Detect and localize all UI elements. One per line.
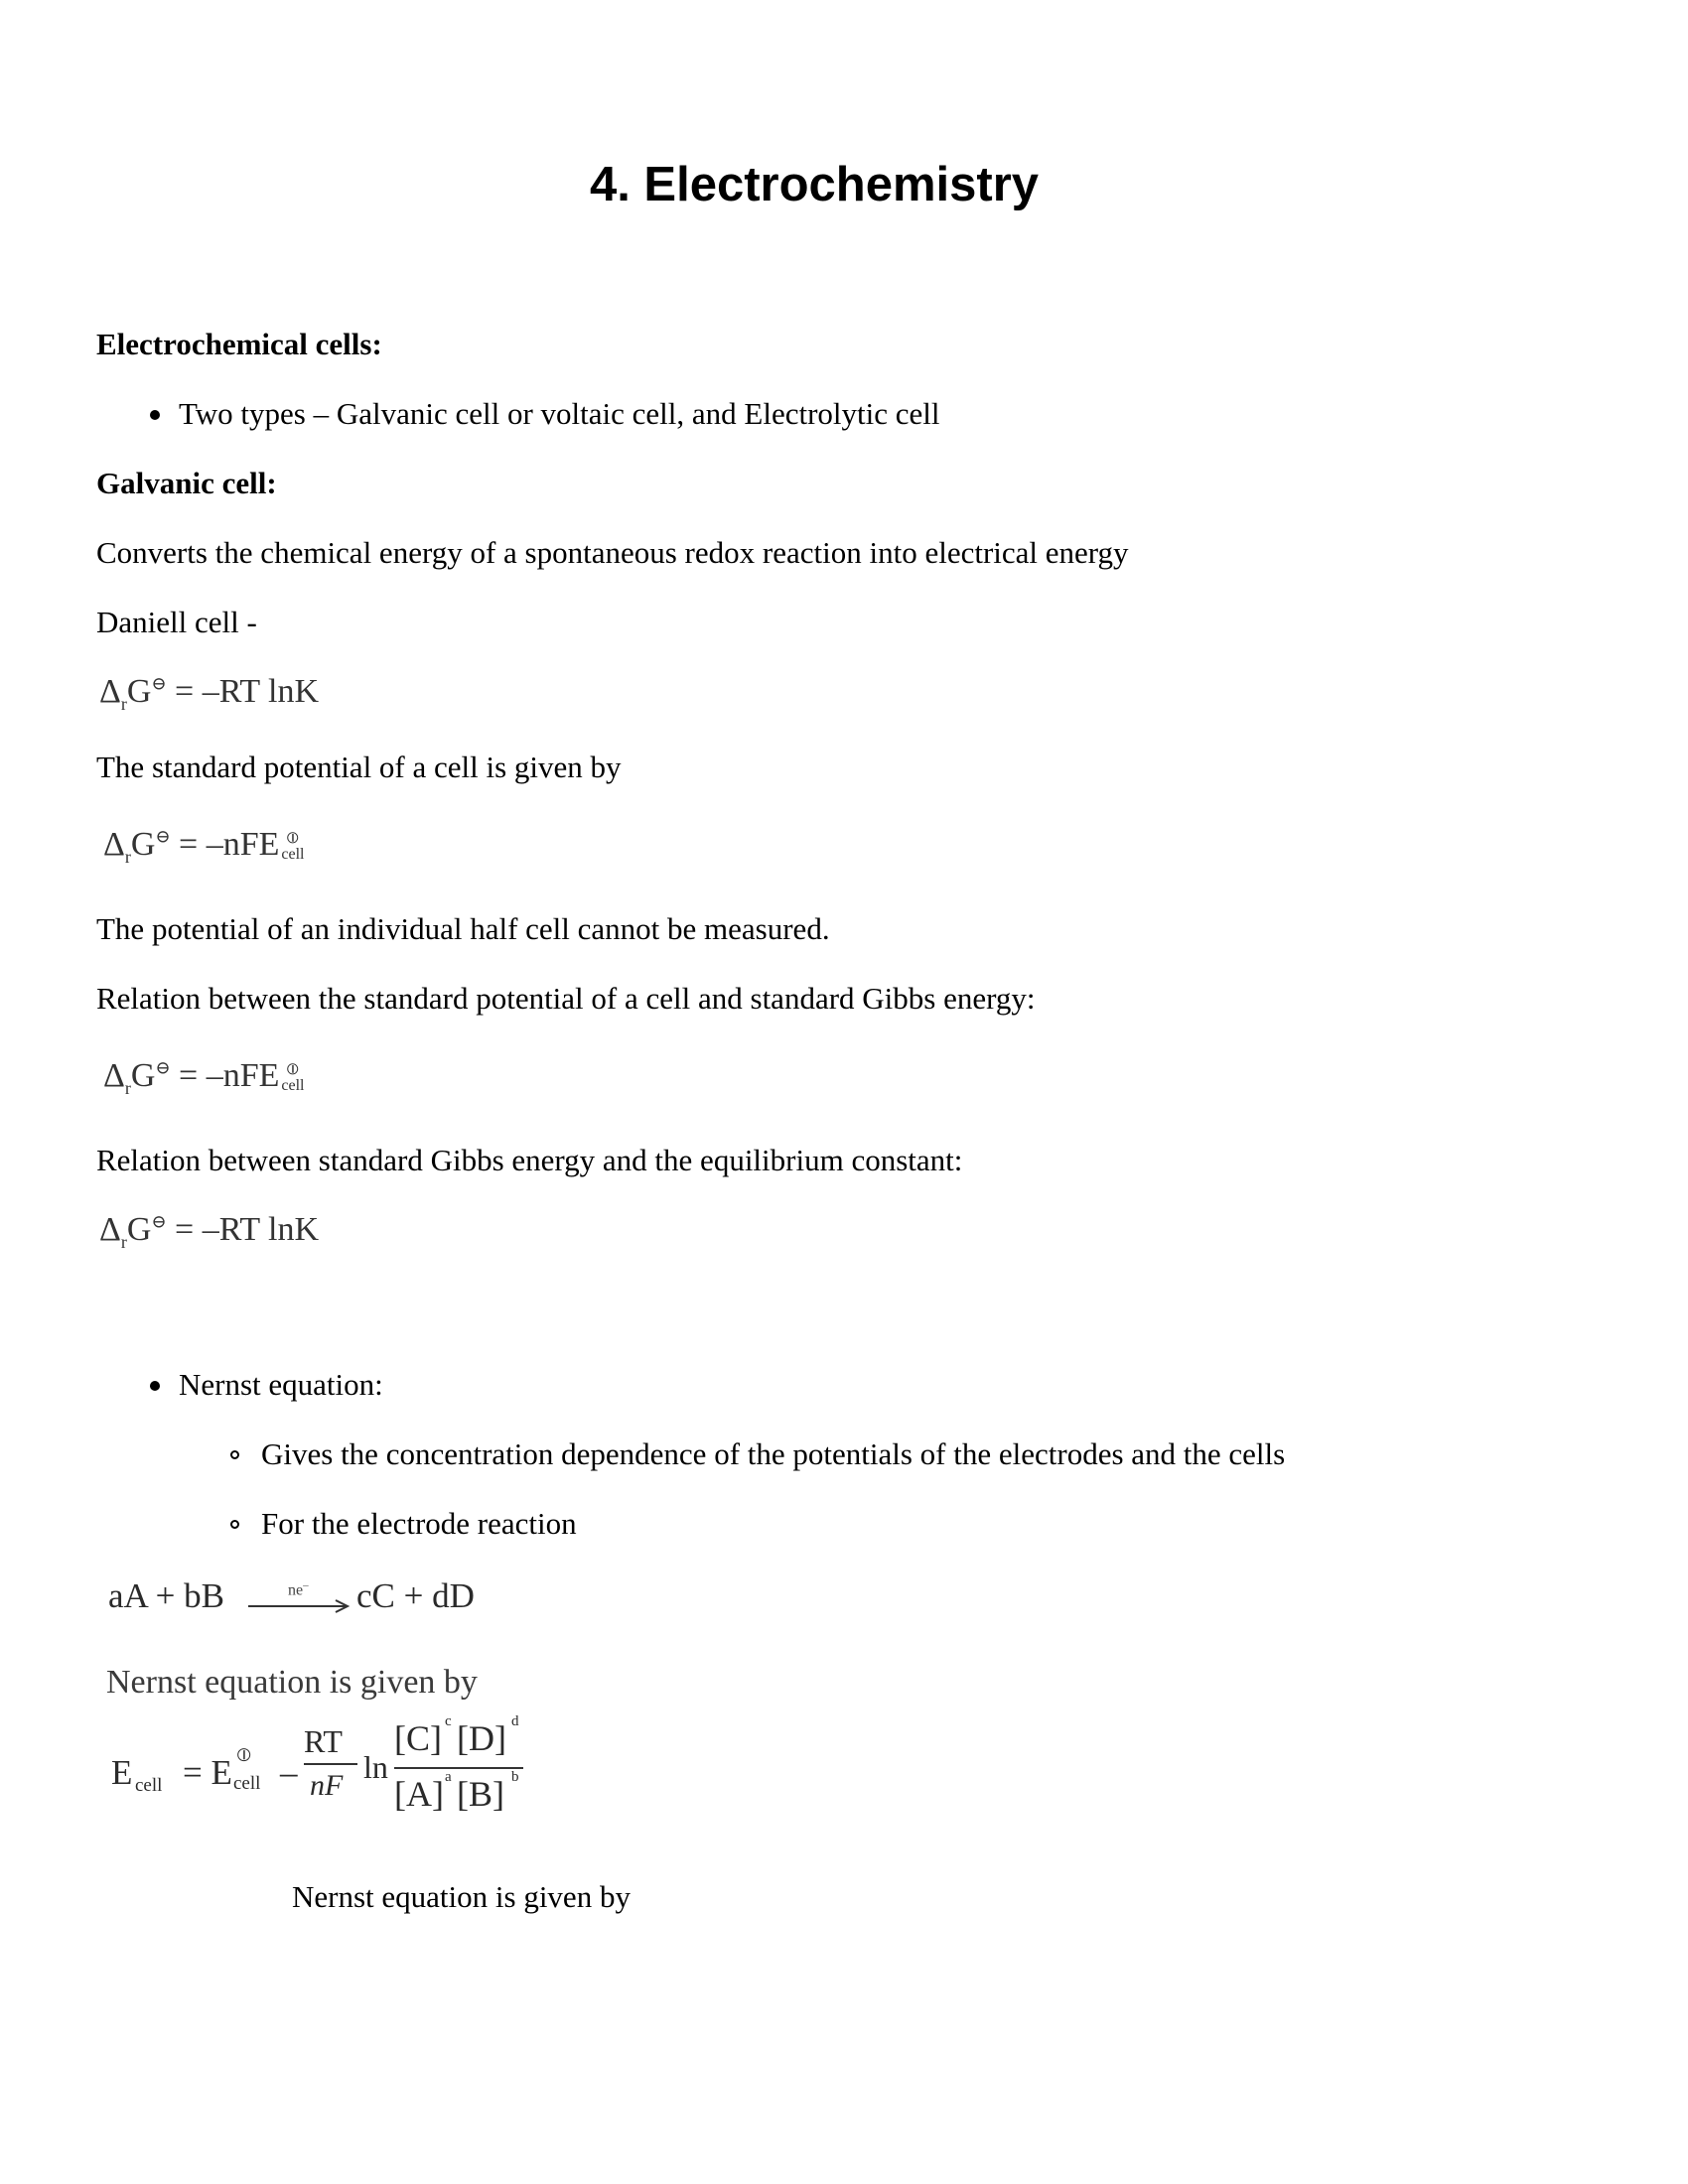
heading-electrochemical-cells: Electrochemical cells: (96, 327, 382, 361)
nernst-given-by-text: Nernst equation is given by (106, 1664, 478, 1701)
sub-bullet-electrode-reaction: For the electrode reaction (261, 1506, 577, 1541)
bullet-icon (150, 410, 160, 420)
equation-gibbs-lnk-1: $\Delta_rG^⊖ = -RT$ lnK (99, 673, 319, 714)
heading-galvanic-cell: Galvanic cell: (96, 466, 277, 500)
reaction-reactants: aA + bB (108, 1576, 224, 1615)
nernst-given-by-bottom: Nernst equation is given by (292, 1879, 631, 1914)
sub-bullet-concentration: Gives the concentration dependence of the potentials of the electrodes and the cells (261, 1436, 1286, 1471)
reaction-products: cC + dD (356, 1576, 475, 1615)
standard-potential-text: The standard potential of a cell is given by (96, 750, 622, 784)
fraction-bar (304, 1763, 357, 1765)
equation-gibbs-nfe-1: $\Delta_rG^⊖ = -nFE$ ⦶ cell (103, 826, 305, 867)
galvanic-description: Converts the chemical energy of a spontaneous redox reaction into electrical energy (96, 535, 1129, 570)
relation-gibbs-equilibrium-text: Relation between standard Gibbs energy and the equilibrium constant: (96, 1143, 963, 1177)
equation-gibbs-lnk-2: $\Delta_rG^⊖ = -RT$ lnK (99, 1211, 319, 1252)
equation-gibbs-nfe-2: $\Delta_rG^⊖ = -nFE$ ⦶ cell (103, 1057, 305, 1098)
fraction-bar (394, 1767, 523, 1769)
circle-bullet-icon (230, 1520, 239, 1529)
bullet-nernst-equation: Nernst equation: (179, 1367, 383, 1402)
bullet-icon (150, 1381, 160, 1391)
bullet-two-types: Two types – Galvanic cell or voltaic cell, and Electrolytic cell (179, 396, 940, 431)
reaction-arrow-icon: ne– (246, 1576, 355, 1626)
page-title: 4. Electrochemistry (589, 158, 1040, 211)
nernst-equation: E cell = E ⦶ cell – RT nF ln [C] c [D] d [A] a [B] b (111, 1715, 548, 1835)
circle-bullet-icon (230, 1450, 239, 1459)
relation-potential-gibbs-text: Relation between the standard potential of a cell and standard Gibbs energy: (96, 981, 1036, 1016)
half-cell-text: The potential of an individual half cell cannot be measured. (96, 911, 830, 946)
daniell-cell-label: Daniell cell - (96, 605, 257, 639)
